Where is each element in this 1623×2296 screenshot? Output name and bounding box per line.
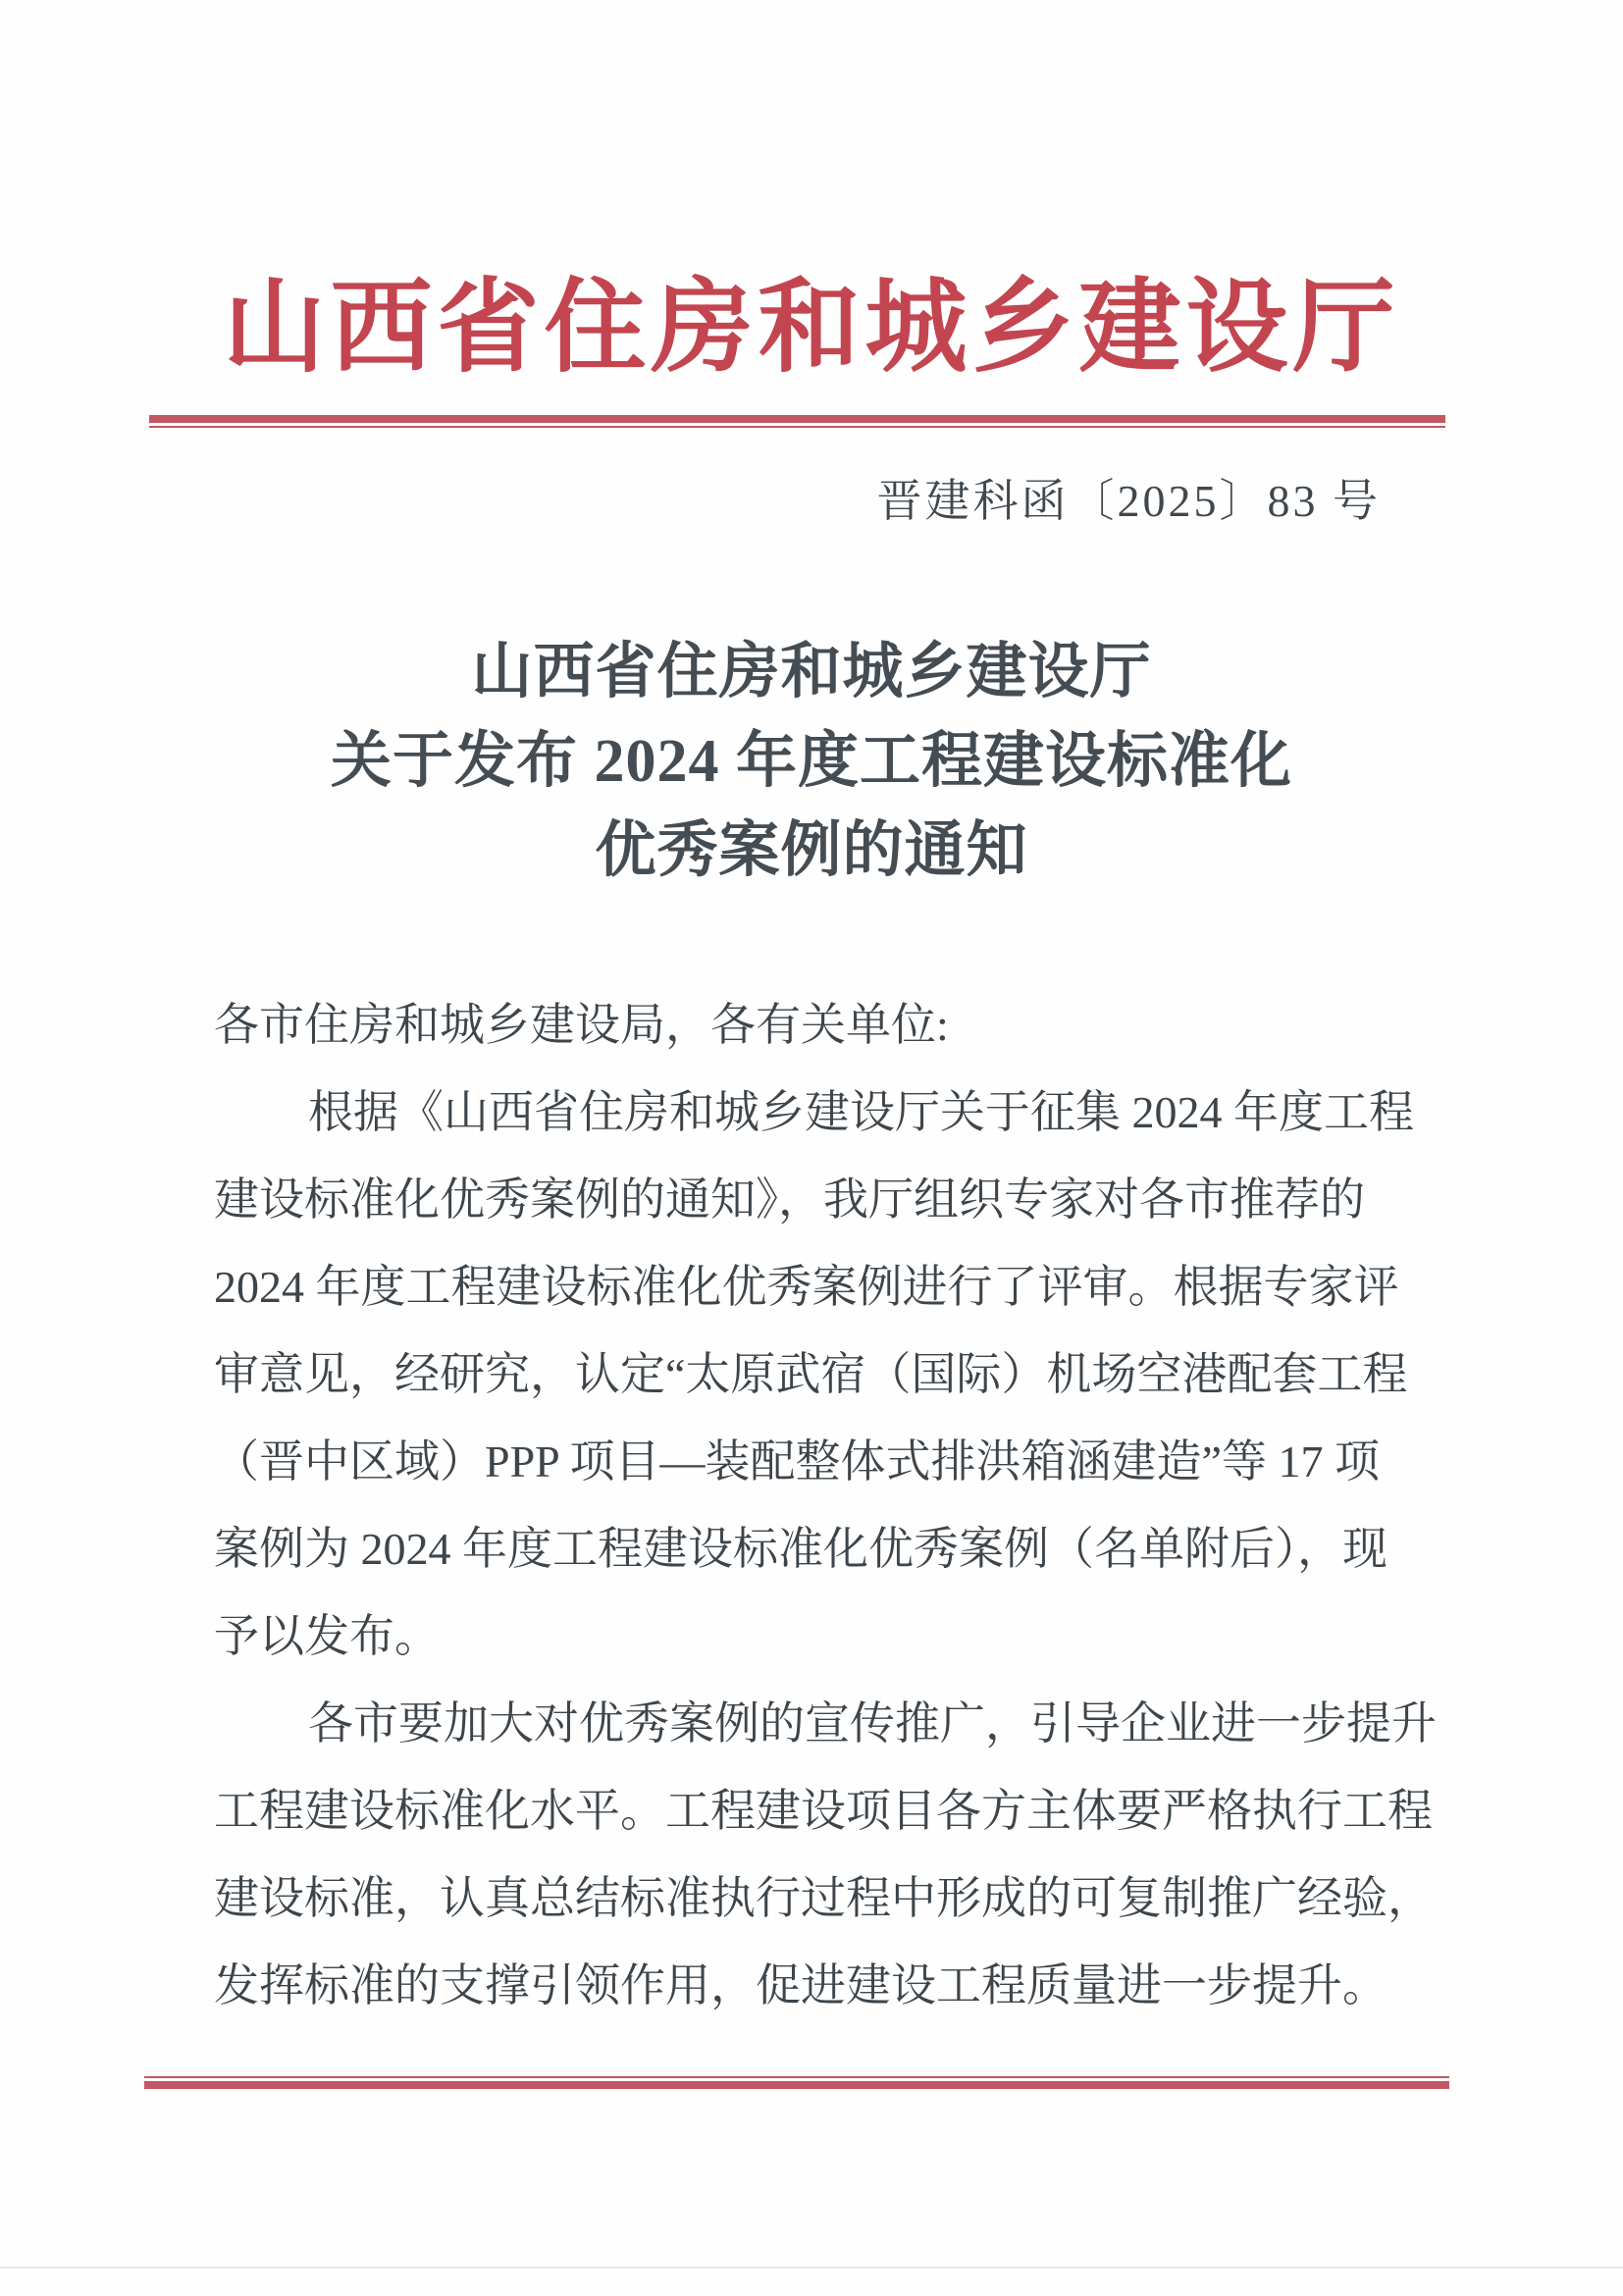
paragraph2-line-1: 各市要加大对优秀案例的宣传推广，引导企业进一步提升 (308, 1698, 1437, 1748)
red-divider-top-thin-line (149, 426, 1445, 428)
notice-title-line-1: 山西省住房和城乡建设厅 (471, 639, 1152, 705)
paragraph1-line-5: （晋中区域）PPP 项目—装配整体式排洪箱涵建造”等 17 项 (214, 1436, 1380, 1487)
paragraph2-line-4: 发挥标准的支撑引领作用，促进建设工程质量进一步提升。 (214, 1960, 1387, 2010)
scan-artifact-line (0, 2267, 1623, 2269)
paragraph2-line-2: 工程建设标准化水平。工程建设项目各方主体要严格执行工程 (214, 1786, 1433, 1836)
notice-body (214, 981, 1437, 2029)
notice-title-line-3: 优秀案例的通知 (595, 817, 1028, 884)
paragraph1-line-2: 建设标准化优秀案例的通知》，我厅组织专家对各市推荐的 (214, 1174, 1365, 1225)
paragraph1-line-4: 审意见，经研究，认定“太原武宿（国际）机场空港配套工程 (214, 1349, 1408, 1399)
paragraph2-line-3: 建设标准，认真总结标准执行过程中形成的可复制推广经验， (214, 1873, 1433, 1923)
notice-title (0, 628, 1623, 896)
red-divider-bottom-thick-line (144, 2081, 1449, 2089)
salutation: 各市住房和城乡建设局，各有关单位: (214, 1000, 949, 1050)
paragraph1-line-6: 案例为 2024 年度工程建设标准化优秀案例（名单附后），现 (214, 1524, 1387, 1574)
agency-masthead: 山西省住房和城乡建设厅 (223, 272, 1400, 385)
red-divider-top-thick-line (149, 415, 1445, 423)
notice-title-line-2: 关于发布 2024 年度工程建设标准化 (330, 728, 1292, 795)
paragraph1-line-3: 2024 年度工程建设标准化优秀案例进行了评审。根据专家评 (214, 1262, 1399, 1312)
document-number: 晋建科函〔2025〕83 号 (876, 476, 1381, 526)
red-divider-top (149, 415, 1445, 428)
red-divider-bottom (144, 2076, 1449, 2089)
paragraph1-line-1: 根据《山西省住房和城乡建设厅关于征集 2024 年度工程 (308, 1087, 1414, 1137)
paragraph1-line-7: 予以发布。 (214, 1611, 440, 1661)
